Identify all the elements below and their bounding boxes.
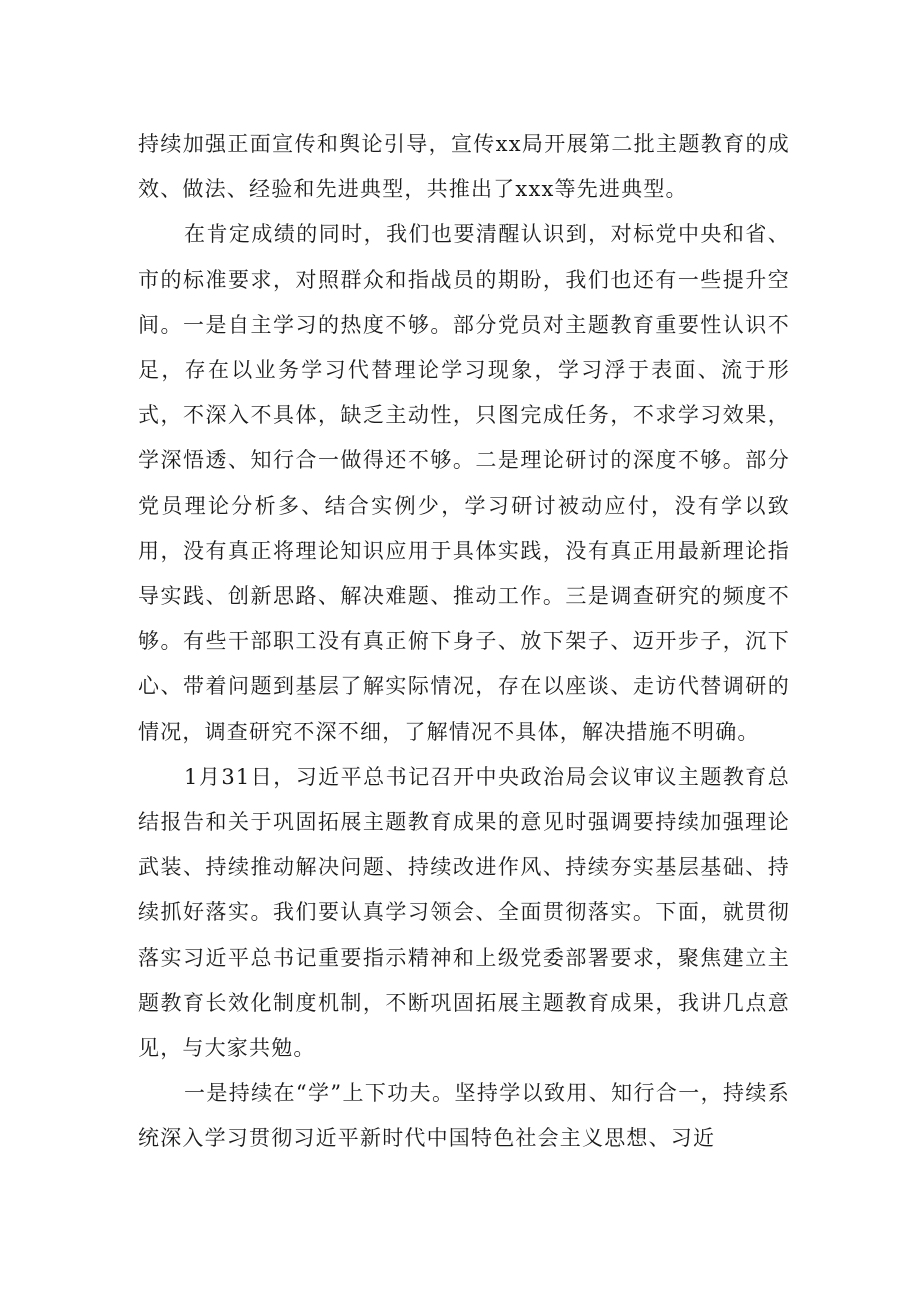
- document-body: [138, 122, 790, 1162]
- paragraph-shortcomings: 在肯定成绩的同时，我们也要清醒认识到，对标党中央和省、市的标准要求，对照群众和指战员的期盼，我们也还有一些提升空间。一是自主学习的热度不够。部分党员对主题教育重要性认识不足，存在以业务学习代替理论学习现象，学习浮于表面、流于形式，不深入不具体，缺乏主动性，只图完成任务，不求学习效果，学深悟透、知行合一做得还不够。二是理论研讨的深度不够。部分党员理论分析多、结合实例少，学习研讨被动应付，没有学以致用，没有真正将理论知识应用于具体实践，没有真正用最新理论指导实践、创新思路、解决难题、推动工作。三是调查研究的频度不够。有些干部职工没有真正俯下身子、放下架子、迈开步子，沉下心、带着问题到基层了解实际情况，存在以座谈、走访代替调研的情况，调查研究不深不细，了解情况不具体，解决措施不明确。: [138, 222, 790, 744]
- paragraph-study-focus: 一是持续在“学”上下功夫。坚持学以致用、知行合一，持续系统深入学习贯彻习近平新时代中国特色社会主义思想、习近: [138, 1081, 790, 1151]
- paragraph-meeting-directive: 1月31日，习近平总书记召开中央政治局会议审议主题教育总结报告和关于巩固拓展主题教育成果的意见时强调要持续加强理论武装、持续推动解决问题、持续改进作风、持续夯实基层基础、持续抓好落实。我们要认真学习领会、全面贯彻落实。下面，就贯彻落实习近平总书记重要指示精神和上级党委部署要求，聚焦建立主题教育长效化制度机制，不断巩固拓展主题教育成果，我讲几点意见，与大家共勉。: [138, 764, 790, 1061]
- paragraph-continued-publicity: 持续加强正面宣传和舆论引导，宣传xx局开展第二批主题教育的成效、做法、经验和先进典型，共推出了xxx等先进典型。: [138, 132, 790, 202]
